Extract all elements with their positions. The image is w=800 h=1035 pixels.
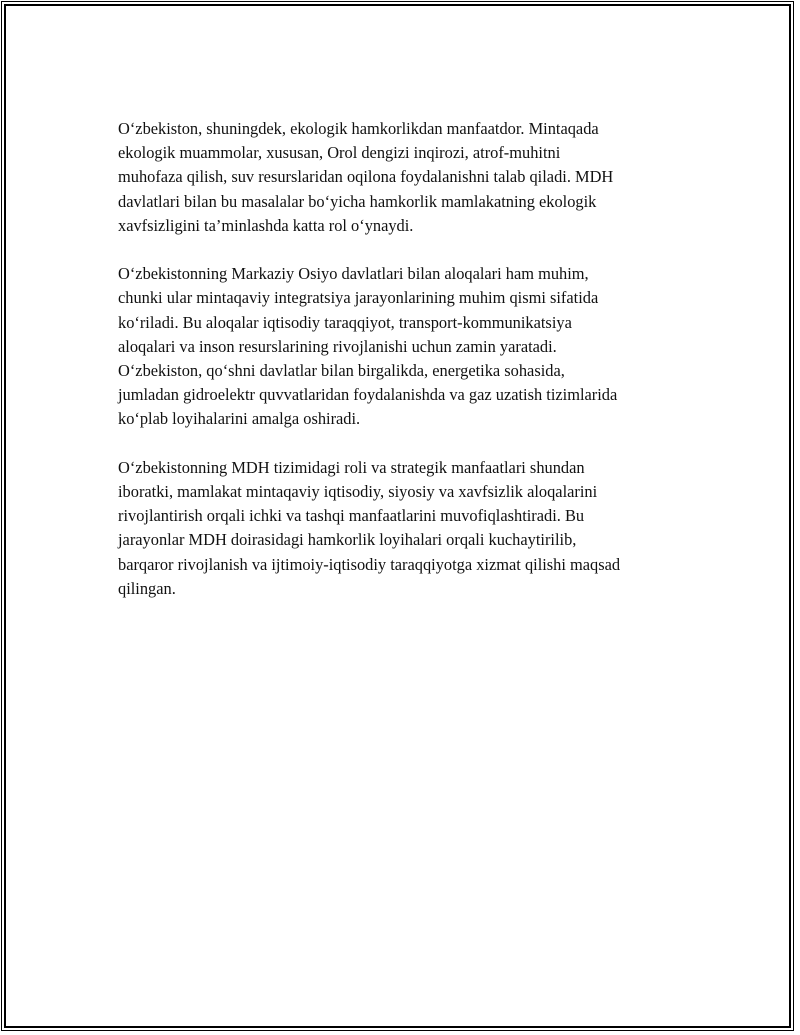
- paragraph-strategic-interests: [118, 456, 688, 601]
- paragraph-central-asia: [118, 262, 688, 431]
- text-line: davlatlari bilan bu masalalar bo‘yicha hamkorlik mamlakatning ekologik: [118, 191, 597, 211]
- text-line: ekologik muammolar, xususan, Orol dengizi inqirozi, atrof-muhitni: [118, 143, 561, 163]
- text-line: rivojlantirish orqali ichki va tashqi manfaatlarini muvofiqlashtiradi. Bu: [118, 506, 585, 526]
- text-line: barqaror rivojlanish va ijtimoiy-iqtisodiy taraqqiyotga xizmat qilishi maqsad: [118, 554, 621, 574]
- text-line: O‘zbekiston, qo‘shni davlatlar bilan birgalikda, energetika sohasida,: [118, 361, 565, 381]
- text-line: jarayonlar MDH doirasidagi hamkorlik loyihalari orqali kuchaytirilib,: [118, 530, 577, 550]
- paragraph-ecology: [118, 117, 688, 238]
- text-line: qilingan.: [118, 578, 176, 598]
- text-line: iboratki, mamlakat mintaqaviy iqtisodiy, siyosiy va xavfsizlik aloqalarini: [118, 482, 598, 502]
- text-line: O‘zbekistonning MDH tizimidagi roli va strategik manfaatlari shundan: [118, 457, 585, 477]
- text-line: ko‘riladi. Bu aloqalar iqtisodiy taraqqiyot, transport-kommunikatsiya: [118, 312, 572, 332]
- text-line: xavfsizligini ta’minlashda katta rol o‘ynaydi.: [118, 215, 414, 235]
- text-line: chunki ular mintaqaviy integratsiya jarayonlarining muhim qismi sifatida: [118, 288, 599, 308]
- text-line: aloqalari va inson resurslarining rivojlanishi uchun zamin yaratadi.: [118, 336, 557, 356]
- text-line: muhofaza qilish, suv resurslaridan oqilona foydalanishni talab qiladi. MDH: [118, 167, 614, 187]
- text-line: O‘zbekiston, shuningdek, ekologik hamkorlikdan manfaatdor. Mintaqada: [118, 119, 599, 138]
- document-body: [118, 117, 688, 625]
- text-line: jumladan gidroelektr quvvatlaridan foydalanishda va gaz uzatish tizimlarida: [118, 385, 618, 405]
- text-line: O‘zbekistonning Markaziy Osiyo davlatlari bilan aloqalari ham muhim,: [118, 264, 589, 284]
- text-line: ko‘plab loyihalarini amalga oshiradi.: [118, 409, 361, 429]
